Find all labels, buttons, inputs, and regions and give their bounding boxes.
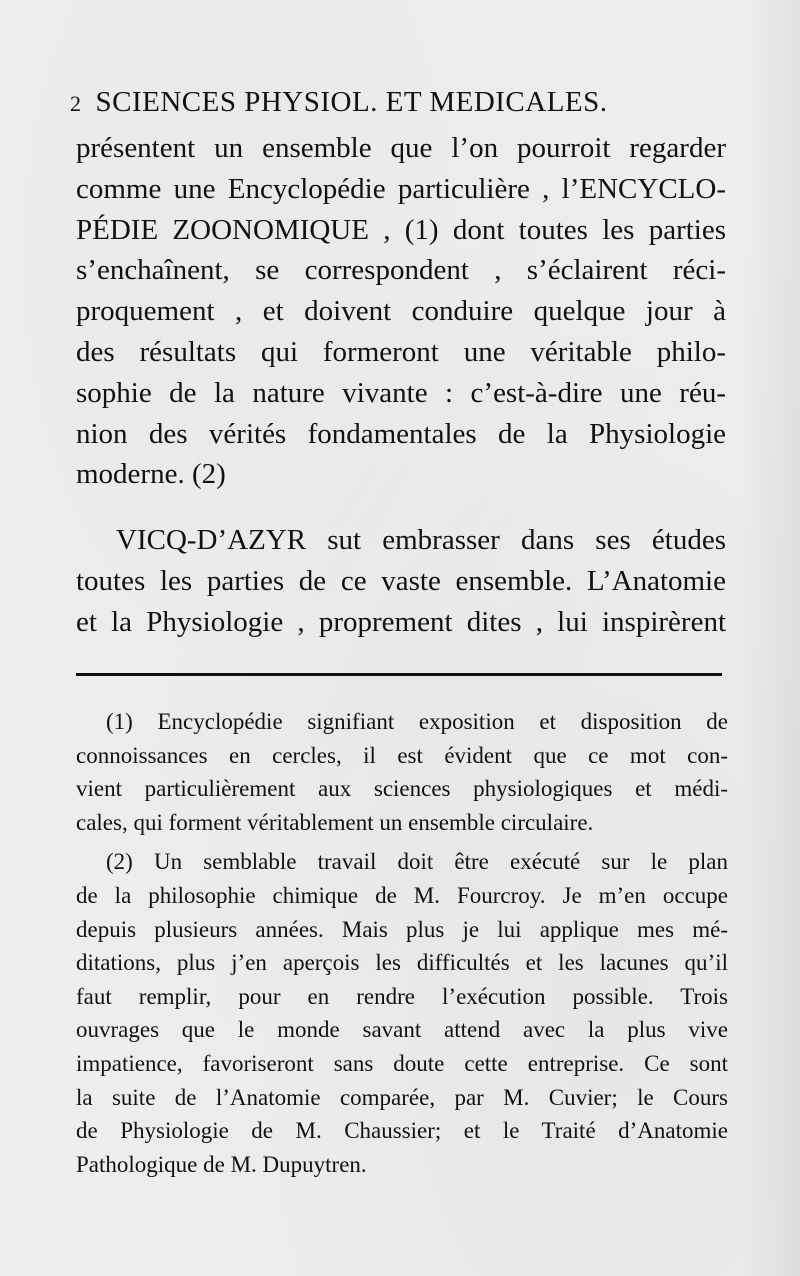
- text-line: sophie de la nature vivante : c’est-à-dire une réu-: [76, 376, 726, 409]
- running-header: [70, 86, 730, 119]
- footnote-line: de Physiologie de M. Chaussier; et le Traité d’Anatomie: [76, 1118, 728, 1144]
- footnote-line: ouvrages que le monde savant attend avec la plus vive: [76, 1017, 728, 1043]
- footnote-1: [76, 705, 728, 839]
- text-line: s’enchaînent, se correspondent , s’éclairent réci-: [76, 254, 726, 287]
- footnote-line: impatience, favoriseront sans doute cette entreprise. Ce sont: [76, 1050, 728, 1076]
- footnote-line: faut remplir, pour en rendre l’exécution possible. Trois: [76, 983, 728, 1009]
- page-number: 2: [70, 91, 82, 116]
- text-line: moderne. (2): [76, 458, 226, 491]
- footnote-line: depuis plusieurs années. Mais plus je lui applique mes mé-: [76, 916, 728, 942]
- footnote-line: la suite de l’Anatomie comparée, par M. Cuvier; le Cours: [76, 1084, 728, 1110]
- text-line: toutes les parties de ce vaste ensemble. L’Anatomie: [76, 564, 726, 597]
- text-line: PÉDIE ZOONOMIQUE , (1) dont toutes les parties: [76, 213, 726, 246]
- footnote-line: Pathologique de M. Dupuytren.: [76, 1151, 367, 1177]
- footnote-line: vient particulièrement aux sciences physiologiques et médi-: [76, 776, 728, 802]
- footnote-line: (2) Un semblable travail doit être exécuté sur le plan: [106, 849, 728, 875]
- footnote-line: cales, qui forment véritablement un ensemble circulaire.: [76, 809, 594, 835]
- paragraph-1: [76, 128, 726, 495]
- footnotes: [76, 705, 728, 1181]
- paragraph-2: [76, 520, 726, 642]
- text-line: nion des vérités fondamentales de la Physiologie: [76, 417, 726, 450]
- footnote-line: ditations, plus j’en aperçois les difficultés et les lacunes qu’il: [76, 950, 728, 976]
- footnote-line: de la philosophie chimique de M. Fourcroy. Je m’en occupe: [76, 882, 728, 908]
- page-edge-shadow: [740, 0, 800, 1276]
- footnote-line: (1) Encyclopédie signifiant exposition et disposition de: [106, 709, 728, 734]
- text-line: présentent un ensemble que l’on pourroit regarder: [76, 132, 726, 164]
- text-line: des résultats qui formeront une véritable philo-: [76, 335, 726, 368]
- footnote-divider: [76, 673, 722, 676]
- footnote-2: [76, 845, 728, 1181]
- text-line: comme une Encyclopédie particulière , l’ENCYCLO-: [76, 172, 726, 205]
- running-title: SCIENCES PHYSIOL. ET MEDICALES.: [95, 86, 608, 118]
- text-line: VICQ-D’AZYR sut embrasser dans ses études: [116, 524, 726, 556]
- text-line: proquement , et doivent conduire quelque jour à: [76, 295, 726, 328]
- text-line: et la Physiologie , proprement dites , lui inspirèrent: [76, 605, 726, 638]
- footnote-line: connoissances en cercles, il est évident que ce mot con-: [76, 742, 728, 768]
